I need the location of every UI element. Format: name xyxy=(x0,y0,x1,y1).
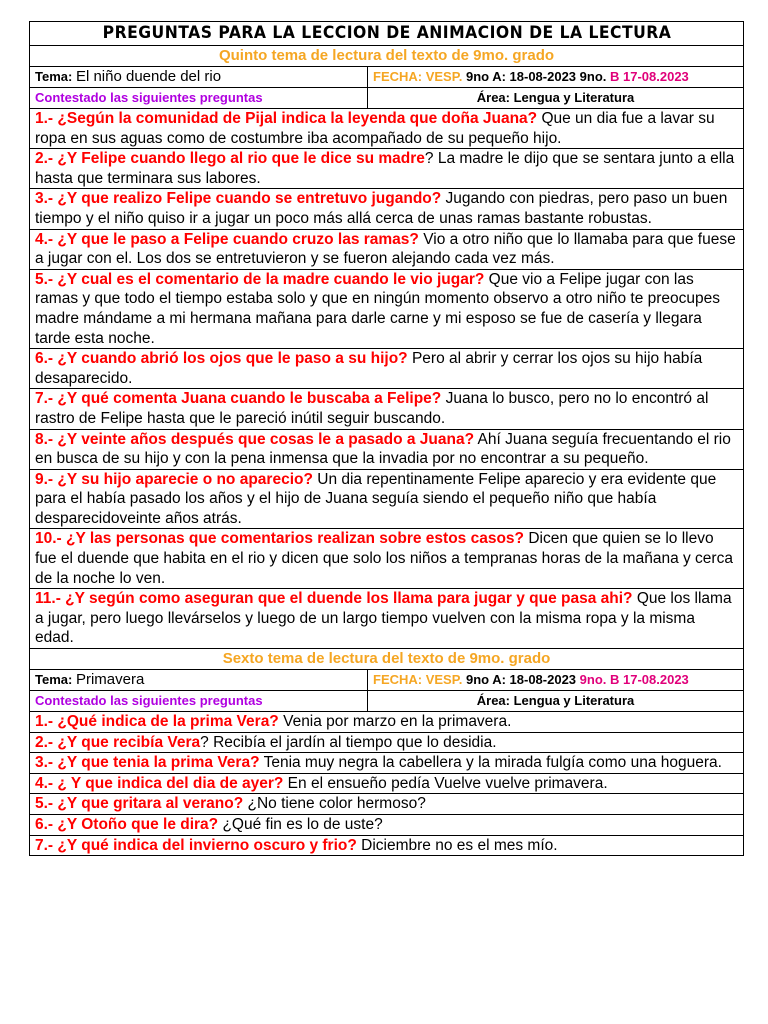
answer-text: Pero al abrir y cerrar los ojos su hijo había desaparecido. xyxy=(35,350,703,387)
answer-text: Dicen que quien se lo llevo fue el duende que habita en el rio y dicen que solo los niños a tempranas horas de la mañana y cerca de la noche lo ven. xyxy=(35,530,733,587)
question-text: 11.- ¿Y según como aseguran que el duende los llama para jugar y que pasa ahi? xyxy=(35,590,633,608)
section-heading: Sexto tema de lectura del texto de 9mo. grado xyxy=(30,649,744,670)
question-text: 1.- ¿Según la comunidad de Pijal indica la leyenda que doña Juana? xyxy=(35,110,538,127)
question-text: 4.- ¿Y que le paso a Felipe cuando cruzo las ramas? xyxy=(35,230,419,248)
answer-text: En el ensueño pedía Vuelve vuelve primavera. xyxy=(283,774,608,792)
page-title: PREGUNTAS PARA LA LECCION DE ANIMACION DE LA LECTURA xyxy=(58,22,715,46)
fecha-cell xyxy=(368,67,744,88)
question-row xyxy=(30,589,744,649)
answer-text: ¿No tiene color hermoso? xyxy=(243,795,426,813)
answer-text: ? La madre le dijo que se sentara junto a ella hasta que terminara sus labores. xyxy=(35,150,735,187)
question-row xyxy=(30,773,744,794)
fecha-cell xyxy=(368,670,744,691)
area-label: Área: Lengua y Literatura xyxy=(368,88,744,109)
tema-cell xyxy=(30,670,368,691)
question-text: 10.- ¿Y las personas que comentarios realizan sobre estos casos? xyxy=(35,530,525,548)
question-row xyxy=(30,469,744,529)
question-text: 9.- ¿Y su hijo aparecie o no aparecio? xyxy=(35,470,313,488)
question-row xyxy=(30,429,744,469)
area-label: Área: Lengua y Literatura xyxy=(368,691,744,712)
fecha-label: FECHA: VESP. xyxy=(373,672,463,688)
fecha-b: 9no. B 17-08.2023 xyxy=(579,672,689,688)
fecha-b: B 17-08.2023 xyxy=(610,69,689,84)
question-row xyxy=(30,389,744,429)
answer-text: Juana lo busco, pero no lo encontró al rastro de Felipe hasta que le pareció inútil seguir buscando. xyxy=(35,390,709,427)
question-text: 3.- ¿Y que realizo Felipe cuando se entretuvo jugando? xyxy=(35,190,442,208)
answer-text: Que los llama a jugar, pero luego llevárselos y luego de un largo tiempo vuelven con la misma ropa y la misma edad. xyxy=(35,590,732,647)
question-text: 1.- ¿Qué indica de la prima Vera? xyxy=(35,713,279,731)
answer-text: ? Recibía el jardín al tiempo que lo desidia. xyxy=(200,733,497,751)
worksheet-table xyxy=(29,21,744,856)
fecha-main: 9no A: 18-08-2023 9no. xyxy=(465,69,607,84)
question-text: 7.- ¿Y qué indica del invierno oscuro y frio? xyxy=(35,836,357,854)
question-text: 5.- ¿Y cual es el comentario de la madre cuando le vio jugar? xyxy=(35,270,485,288)
question-row xyxy=(30,712,744,733)
tema-label: Tema: xyxy=(35,672,73,688)
fecha-label: FECHA: VESP. xyxy=(373,69,463,84)
answer-text: Un dia repentinamente Felipe aparecio y era evidente que para el había pasado los años y el hijo de Juana seguía siendo el pequeño niño que había desparecidoveinte años atrás. xyxy=(35,470,717,527)
answer-text: Ahí Juana seguía frecuentando el rio en busca de su hijo y con la pena inmensa que la invadia por no encontrar a su pequeño. xyxy=(35,430,731,468)
answer-text: Jugando con piedras, pero paso un buen tiempo y el niño quiso ir a jugar un poco más allá cerca de unas ramas bastante robustas. xyxy=(35,190,728,227)
question-text: 2.- ¿Y que recibía Vera xyxy=(35,733,201,751)
question-text: 6.- ¿Y Otoño que le dira? xyxy=(35,816,219,833)
answer-text: Que vio a Felipe jugar con las ramas y que todo el tiempo estaba solo y que en ningún momento observo a otro niño te preocupes madre mándame a mi hermana mañana para darle carne y mi esposo se fue de casería y llegara tarde esta noche. xyxy=(35,270,721,347)
question-row xyxy=(30,229,744,269)
question-row xyxy=(30,835,744,856)
tema-cell xyxy=(30,67,368,88)
fecha-main: 9no A: 18-08-2023 xyxy=(465,672,577,688)
question-row xyxy=(30,189,744,229)
question-row xyxy=(30,732,744,753)
answer-text: ¿Qué fin es lo de uste? xyxy=(218,816,383,833)
question-row xyxy=(30,529,744,589)
answer-text: Vio a otro niño que lo llamaba para que fuese a jugar con el. Los dos se entretuvieron y se fueron alejando cada vez más. xyxy=(35,230,736,268)
worksheet xyxy=(29,21,743,856)
question-text: 6.- ¿Y cuando abrió los ojos que le paso a su hijo? xyxy=(35,350,408,368)
question-row xyxy=(30,109,744,149)
question-row xyxy=(30,794,744,815)
answer-text: Tenia muy negra la cabellera y la mirada fulgía como una hoguera. xyxy=(259,754,722,772)
tema-value: El niño duende del rio xyxy=(75,68,222,85)
question-row xyxy=(30,269,744,348)
question-row xyxy=(30,149,744,189)
answer-text: Venia por marzo en la primavera. xyxy=(278,713,512,731)
contestado-label: Contestado las siguientes preguntas xyxy=(30,691,368,712)
question-row xyxy=(30,815,744,836)
question-row xyxy=(30,753,744,774)
question-text: 4.- ¿ Y que indica del dia de ayer? xyxy=(35,774,284,792)
answer-text: Diciembre no es el mes mío. xyxy=(356,836,558,854)
tema-label: Tema: xyxy=(35,69,73,84)
question-text: 8.- ¿Y veinte años después que cosas le a pasado a Juana? xyxy=(35,430,475,448)
question-text: 2.- ¿Y Felipe cuando llego al rio que le dice su madre xyxy=(35,150,425,168)
question-row xyxy=(30,349,744,389)
question-text: 5.- ¿Y que gritara al verano? xyxy=(35,795,244,813)
section-heading: Quinto tema de lectura del texto de 9mo. grado xyxy=(30,46,744,67)
answer-text: Que un dia fue a lavar su ropa en sus aguas como de costumbre iba acompañado de su pequeño hijo. xyxy=(35,110,715,147)
contestado-label: Contestado las siguientes preguntas xyxy=(30,88,368,109)
question-text: 3.- ¿Y que tenia la prima Vera? xyxy=(35,754,260,772)
question-text: 7.- ¿Y qué comenta Juana cuando le buscaba a Felipe? xyxy=(35,390,442,408)
tema-value: Primavera xyxy=(75,671,145,689)
